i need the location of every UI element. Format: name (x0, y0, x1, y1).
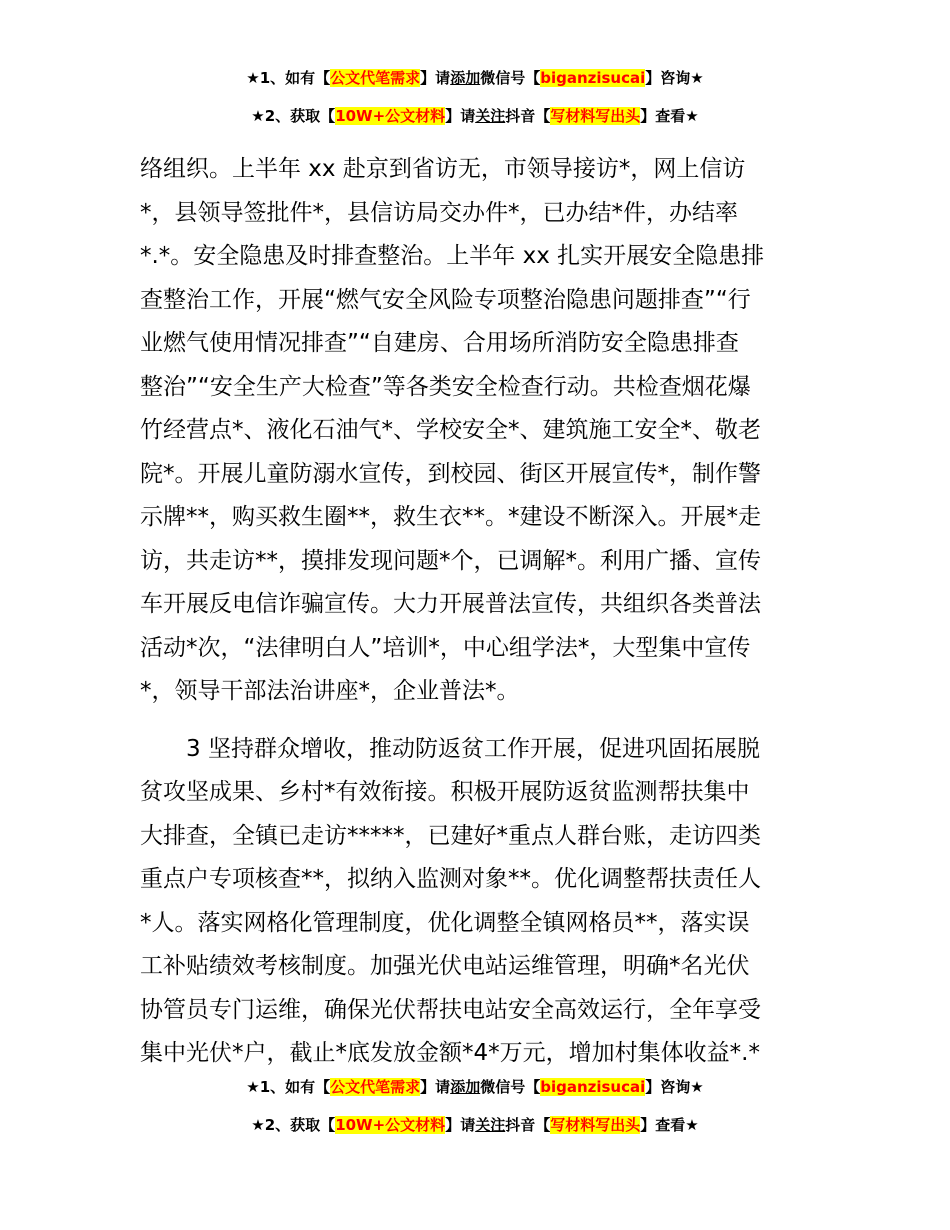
text-line: 工补贴绩效考核制度。加强光伏电站运维管理，明确*名光伏 (140, 953, 750, 979)
text-line: 大排查，全镇已走访*****，已建好*重点人群台账，走访四类 (140, 822, 761, 849)
douyin-highlight: 写材料写出头 (550, 107, 641, 125)
service-highlight: 公文代笔需求 (330, 69, 421, 87)
paragraph-1 (140, 148, 820, 714)
wechat-id-highlight: biganzisucai (540, 1078, 646, 1096)
text-line: 整治”“安全生产大检查”等各类安全检查行动。共检查烟花爆 (140, 373, 751, 400)
materials-highlight: 10W+公文材料 (335, 1116, 446, 1134)
paragraph-2 (140, 728, 820, 1076)
text-line: 络组织。上半年 xx 赴京到省访无，市领导接访*，网上信访 (140, 156, 746, 182)
materials-highlight: 10W+公文材料 (335, 107, 446, 125)
footer-banner-line-1: ★1、如有【公文代笔需求】请添加微信号【biganzisucai】咨询★ (246, 1078, 704, 1096)
text-line: 院*。开展儿童防溺水宣传，到校园、街区开展宣传*，制作警 (140, 460, 761, 487)
text-line: *，领导干部法治讲座*，企业普法*。 (140, 678, 520, 704)
text-line: 车开展反电信诈骗宣传。大力开展普法宣传，共组织各类普法 (140, 591, 761, 617)
header-banner-line-1: ★1、如有【公文代笔需求】请添加微信号【biganzisucai】咨询★ (246, 69, 704, 87)
text-line: 重点户专项核查**，拟纳入监测对象**。优化调整帮扶责任人 (140, 866, 761, 892)
text-line: 竹经营点*、液化石油气*、学校安全*、建筑施工安全*、敬老 (140, 417, 761, 443)
text-line: 示牌**，购买救生圈**，救生衣**。*建设不断深入。开展*走 (140, 504, 761, 530)
wechat-id-highlight: biganzisucai (540, 69, 646, 87)
douyin-highlight: 写材料写出头 (550, 1116, 641, 1134)
text-line: 访，共走访**，摸排发现问题*个，已调解*。利用广播、宣传 (140, 547, 761, 574)
document-body (140, 148, 820, 1076)
text-line: 查整治工作，开展“燃气安全风险专项整治隐患问题排查”“行 (140, 286, 751, 313)
text-line: 集中光伏*户，截止*底发放金额*4*万元，增加村集体收益*.* (140, 1040, 760, 1066)
header-banner-line-2: ★2、获取【10W+公文材料】请关注抖音【写材料写出头】查看★ (251, 107, 699, 125)
text-line: 业燃气使用情况排查”“自建房、合用场所消防安全隐患排查 (140, 330, 739, 356)
service-highlight: 公文代笔需求 (330, 1078, 421, 1096)
text-line: *.*。安全隐患及时排查整治。上半年 xx 扎实开展安全隐患排 (140, 243, 765, 269)
text-line: *人。落实网格化管理制度，优化调整全镇网格员**，落实误 (140, 909, 750, 936)
footer-banner-line-2: ★2、获取【10W+公文材料】请关注抖音【写材料写出头】查看★ (251, 1116, 699, 1134)
paragraph-gap (140, 714, 820, 728)
text-line: 活动*次，“法律明白人”培训*，中心组学法*，大型集中宣传 (140, 634, 751, 661)
text-line: 贫攻坚成果、乡村*有效衔接。积极开展防返贫监测帮扶集中 (140, 779, 750, 805)
text-line: 协管员专门运维，确保光伏帮扶电站安全高效运行，全年享受 (140, 996, 761, 1023)
text-line: 3 坚持群众增收，推动防返贫工作开展，促进巩固拓展脱 (140, 735, 760, 762)
text-line: *，县领导签批件*，县信访局交办件*，已办结*件，办结率 (140, 199, 738, 226)
